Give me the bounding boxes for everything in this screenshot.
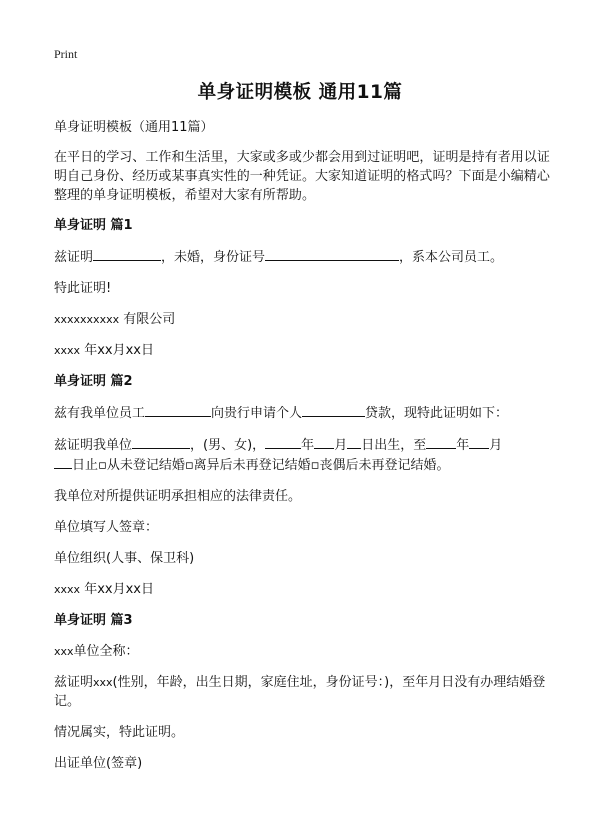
intro-paragraph: 在平日的学习、工作和生活里，大家或多或少都会用到过证明吧，证明是持有者用以证明自己身份、经历或某事真实性的一种凭证。大家知道证明的格式吗？下面是小编精心整理的单身证明模板，希望对大家有所帮助。 — [54, 150, 550, 203]
text-segment: 月 — [489, 438, 503, 453]
section-2-date — [54, 580, 554, 599]
section-2-signer: 单位填写人签章： — [54, 520, 159, 535]
text-segment: 兹证明我单位 — [54, 438, 133, 453]
blank-line — [54, 455, 72, 469]
text-segment: ，未婚，身份证号 — [161, 250, 266, 265]
blank-line — [145, 403, 211, 417]
text-segment: ，系本公司员工。 — [399, 250, 504, 265]
checkbox-icon: ▫ — [98, 458, 107, 473]
text-segment: xxx — [93, 676, 113, 689]
section-1-company — [54, 310, 554, 329]
blank-line — [314, 435, 334, 449]
section-3-situation: 情况属实，特此证明。 — [54, 725, 185, 740]
text-segment: 有限公司 — [123, 312, 176, 327]
text-segment: 离异后未再登记结婚 — [193, 458, 311, 473]
blank-line — [347, 435, 361, 449]
text-segment: 年xx月xx日 — [84, 343, 154, 358]
subtitle: 单身证明模板（通用11篇） — [54, 120, 214, 135]
section-3-unit — [54, 642, 554, 661]
section-3-line — [54, 673, 554, 711]
text-segment: 贷款，现特此证明如下： — [365, 406, 509, 421]
blank-line — [265, 435, 301, 449]
text-segment: xxxx — [54, 344, 81, 357]
section-1-heading: 单身证明 篇1 — [54, 218, 133, 233]
text-segment: xxxx — [54, 583, 81, 596]
text-segment: xxxxxxxxxx — [54, 313, 120, 326]
section-1-line-1 — [54, 247, 554, 267]
text-segment: 月 — [334, 438, 348, 453]
text-segment: 单位全称： — [73, 644, 139, 659]
text-segment: 兹有我单位员工 — [54, 406, 146, 421]
blank-line — [469, 435, 489, 449]
section-3-heading: 单身证明 篇3 — [54, 613, 133, 628]
section-2-responsibility: 我单位对所提供证明承担相应的法律责任。 — [54, 489, 302, 504]
section-2-org: 单位组织(人事、保卫科) — [54, 551, 195, 566]
document-body — [54, 118, 554, 785]
print-link[interactable]: Print — [54, 47, 78, 61]
section-2-line-2 — [54, 435, 554, 475]
checkbox-icon: ▫ — [310, 458, 320, 473]
blank-line — [132, 435, 190, 449]
blank-line — [265, 247, 399, 261]
text-segment: 从未登记结婚 — [106, 458, 185, 473]
blank-line — [93, 247, 161, 261]
text-segment: 年 — [301, 438, 315, 453]
text-segment: 丧偶后未再登记结婚。 — [319, 458, 450, 473]
section-1-date — [54, 341, 554, 360]
text-segment: xxx — [54, 645, 74, 658]
page-title: 单身证明模板 通用11篇 — [197, 82, 403, 103]
section-2-heading: 单身证明 篇2 — [54, 374, 133, 389]
text-segment: (性别，年龄，出生日期，家庭住址，身份证号：)，至年月日没有办理结婚登记。 — [54, 675, 546, 709]
text-segment: 日止 — [72, 458, 99, 473]
section-1-line-2: 特此证明! — [54, 281, 112, 296]
section-3-issuer: 出证单位(签章) — [54, 756, 143, 771]
text-segment: 日出生，至 — [361, 438, 427, 453]
text-segment: 向贵行申请个人 — [211, 406, 303, 421]
blank-line — [426, 435, 456, 449]
section-2-line-1 — [54, 403, 554, 423]
text-segment: ，(男、女)， — [190, 438, 266, 453]
blank-line — [302, 403, 365, 417]
text-segment: 年xx月xx日 — [84, 582, 154, 597]
text-segment: 年 — [456, 438, 470, 453]
text-segment: 兹证明 — [54, 250, 94, 265]
text-segment: 兹证明 — [54, 675, 94, 690]
checkbox-icon: ▫ — [184, 458, 194, 473]
